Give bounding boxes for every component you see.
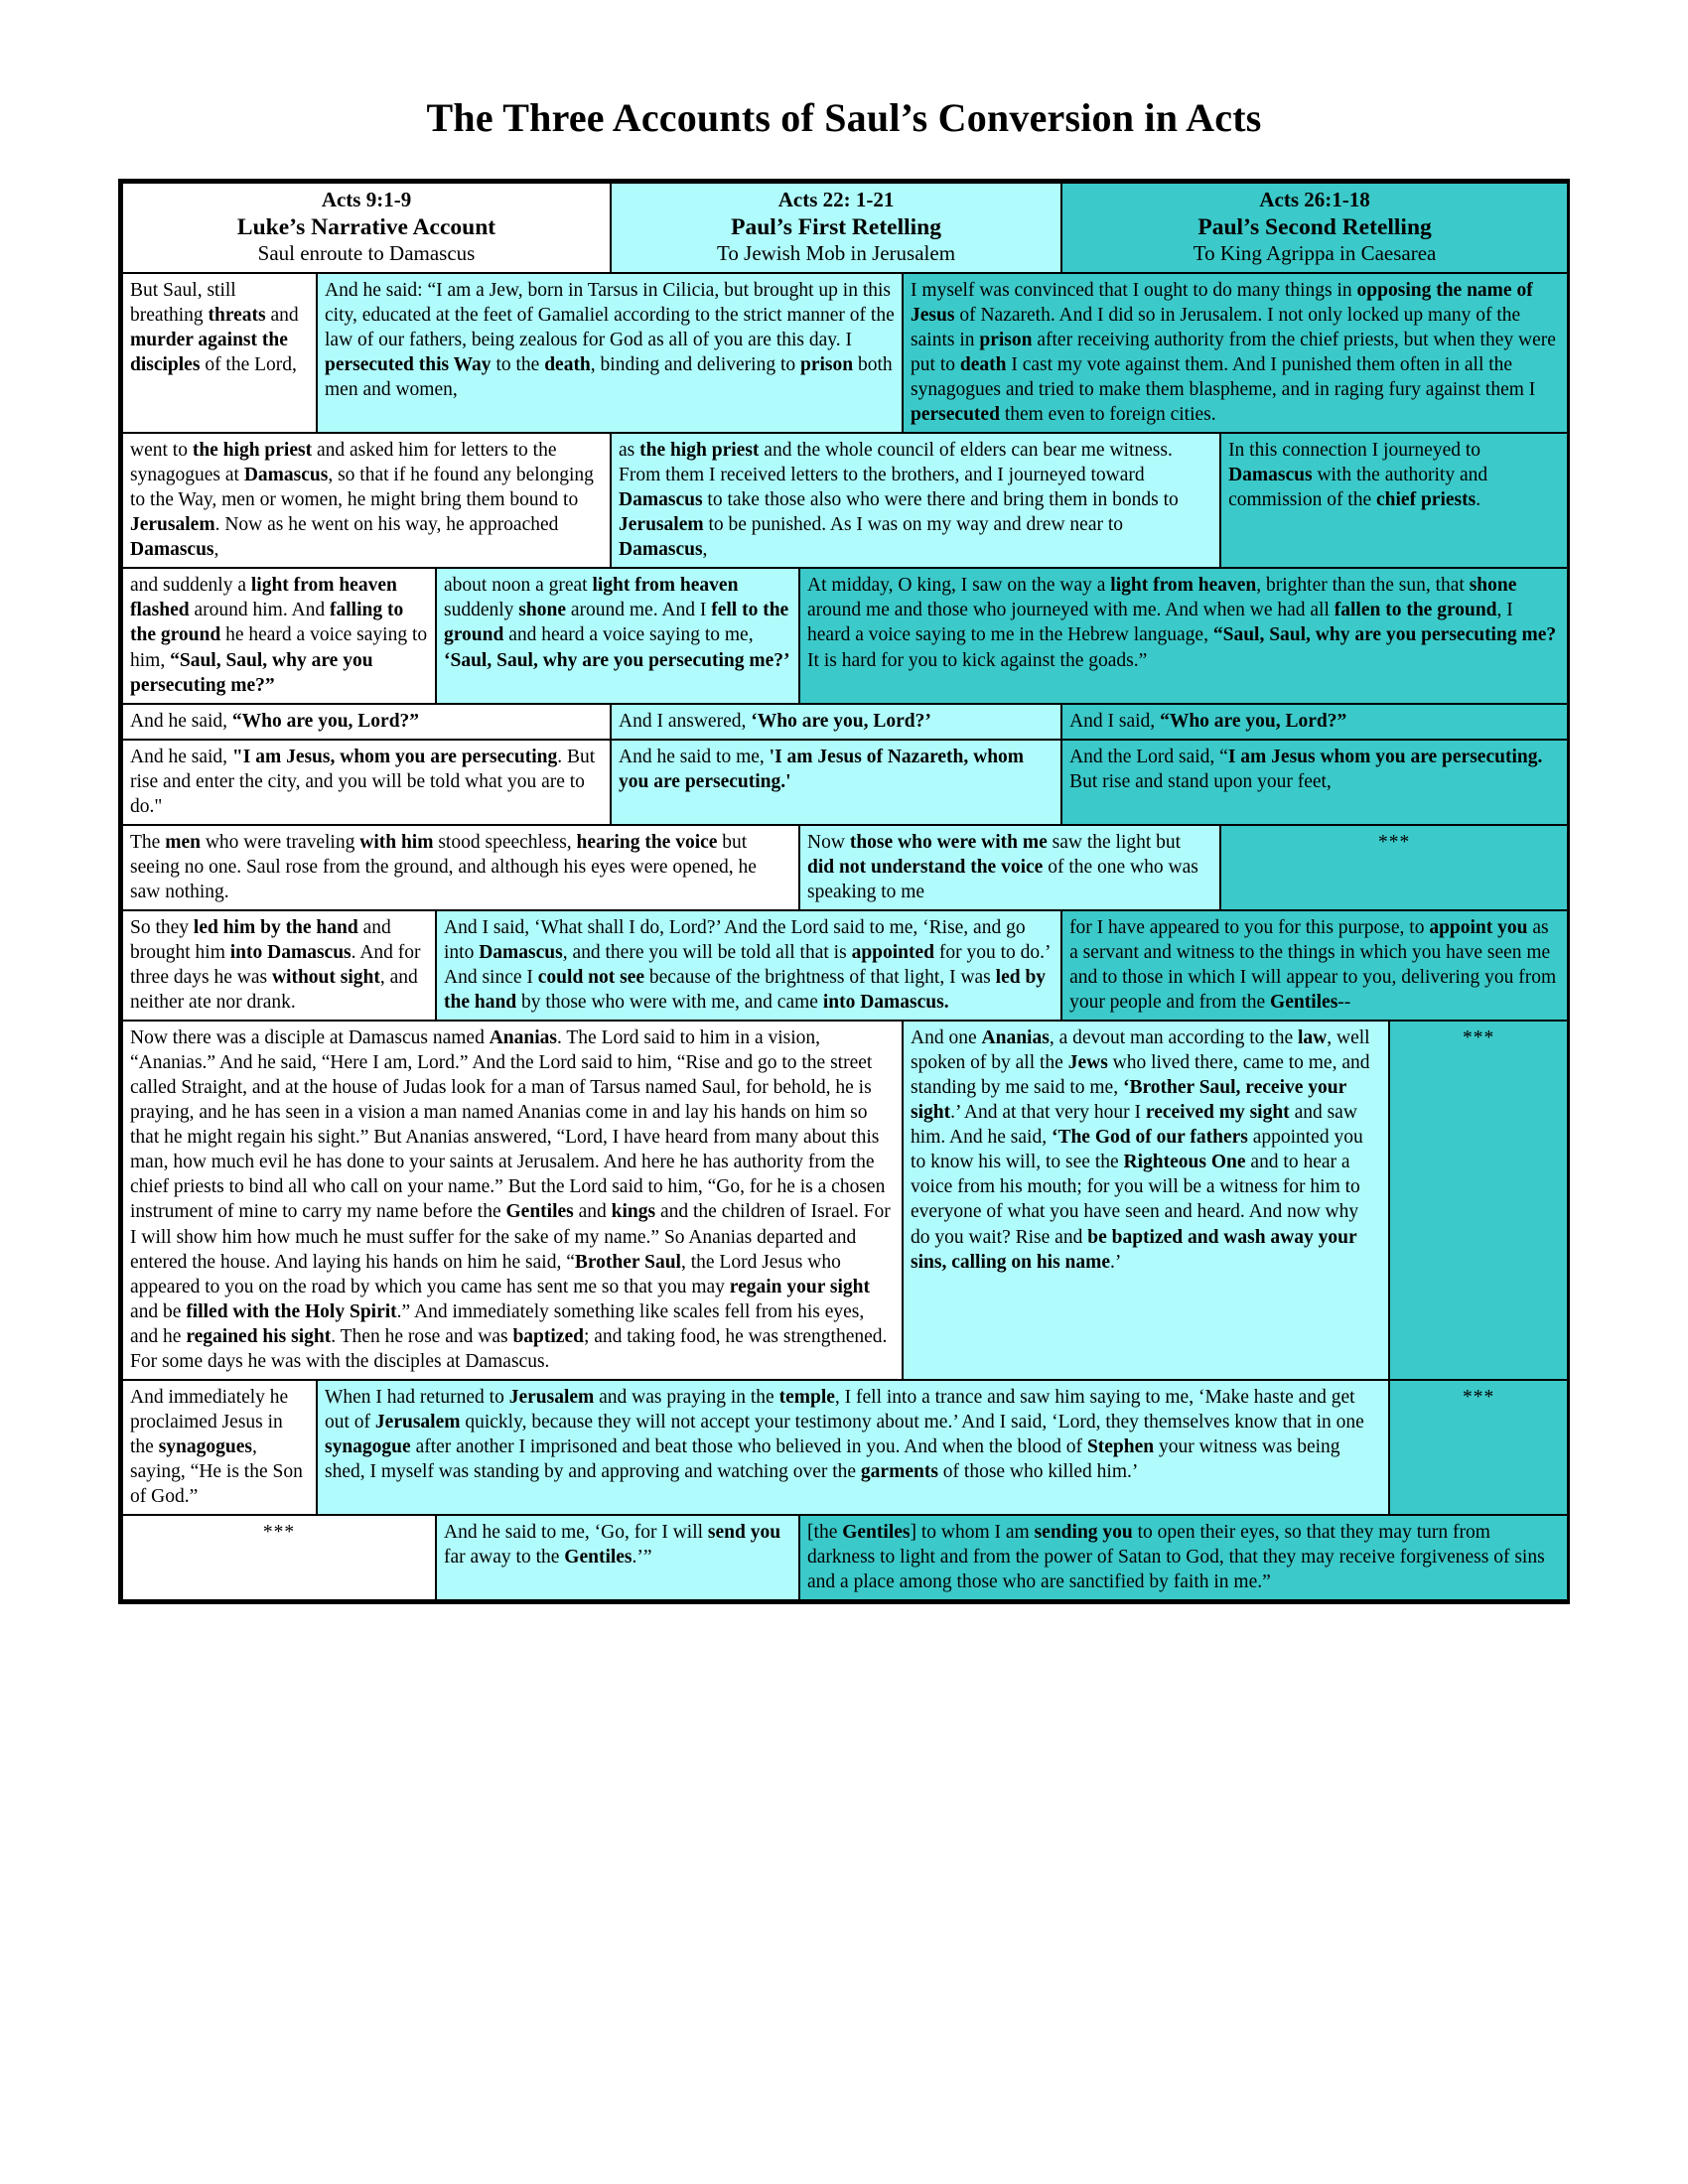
header-reference: Acts 9:1-9 bbox=[321, 188, 412, 211]
cell-acts26: And I said, “Who are you, Lord?” bbox=[1061, 704, 1568, 740]
table-row bbox=[122, 1515, 1568, 1600]
cell-acts22: And one Ananias, a devout man according to the law, well spoken of by all the Jews who lived there, came to me, and standing by me said to me, ‘Brother Saul, receive your sight.’ And at that very hour I received my sight and saw him. And he said, ‘The God of our fathers appointed you to know his will, to see the Righteous One and to hear a voice from his mouth; for you will be a witness for him to everyone of what you have seen and heard. And now why do you wait? Rise and be baptized and wash away your sins, calling on his name.’ bbox=[903, 1021, 1389, 1380]
cell-acts9: And immediately he proclaimed Jesus in the synagogues, saying, “He is the Son of God.” bbox=[122, 1380, 317, 1515]
header-reference: Acts 22: 1-21 bbox=[777, 188, 895, 211]
cell-acts9: and suddenly a light from heaven flashed around him. And falling to the ground he heard a voice saying to him, “Saul, Saul, why are you persecuting me?” bbox=[122, 568, 436, 703]
cell-acts9: But Saul, still breathing threats and murder against the disciples of the Lord, bbox=[122, 273, 317, 433]
cell-acts22: And he said: “I am a Jew, born in Tarsus in Cilicia, but brought up in this city, educated at the feet of Gamaliel according to the strict manner of the law of our fathers, being zealous for God as all of you are this day. I persecuted this Way to the death, binding and delivering to prison both men and women, bbox=[317, 273, 903, 433]
header-audience: Saul enroute to Damascus bbox=[257, 241, 476, 266]
header-narrator: Paul’s First Retelling bbox=[731, 213, 941, 240]
cell-acts26: At midday, O king, I saw on the way a light from heaven, brighter than the sun, that shone around me and those who journeyed with me. And when we had all fallen to the ground, I heard a voice saying to me in the Hebrew language, “Saul, Saul, why are you persecuting me? It is hard for you to kick against the goads.” bbox=[799, 568, 1568, 703]
cell-acts26: for I have appeared to you for this purpose, to appoint you as a servant and witness to the things in which you have seen me and to those in which I will appear to you, delivering you from your people and from the Gentiles-- bbox=[1061, 910, 1568, 1021]
cell-acts26: And the Lord said, “I am Jesus whom you are persecuting. But rise and stand upon your feet, bbox=[1061, 740, 1568, 825]
cell-acts26: I myself was convinced that I ought to do many things in opposing the name of Jesus of Nazareth. And I did so in Jerusalem. I not only locked up many of the saints in prison after receiving authority from the chief priests, but when they were put to death I cast my vote against them. And I punished them often in all the synagogues and tried to make them blaspheme, and in raging fury against them I persecuted them even to foreign cities. bbox=[903, 273, 1568, 433]
table-row bbox=[122, 825, 1568, 910]
cell-acts9: went to the high priest and asked him for letters to the synagogues at Damascus, so that if he found any belonging to the Way, men or women, he might bring them bound to Jerusalem. Now as he went on his way, he approached Damascus, bbox=[122, 433, 611, 568]
column-header-acts22 bbox=[611, 183, 1061, 273]
cell-acts9-ellipsis: *** bbox=[122, 1515, 436, 1600]
synopsis-table bbox=[121, 182, 1569, 1601]
cell-acts22: Now those who were with me saw the light but did not understand the voice of the one who was speaking to me bbox=[799, 825, 1220, 910]
table-row bbox=[122, 1380, 1568, 1515]
header-narrator: Paul’s Second Retelling bbox=[1197, 213, 1432, 240]
table-row bbox=[122, 910, 1568, 1021]
table-row bbox=[122, 1021, 1568, 1380]
cell-acts22: as the high priest and the whole council of elders can bear me witness. From them I received letters to the brothers, and I journeyed toward Damascus to take those also who were there and bring them in bonds to Jerusalem to be punished. As I was on my way and drew near to Damascus, bbox=[611, 433, 1220, 568]
cell-acts9: So they led him by the hand and brought him into Damascus. And for three days he was without sight, and neither ate nor drank. bbox=[122, 910, 436, 1021]
cell-acts9: And he said, “Who are you, Lord?” bbox=[122, 704, 611, 740]
table-row bbox=[122, 568, 1568, 703]
cell-acts22: And I said, ‘What shall I do, Lord?’ And the Lord said to me, ‘Rise, and go into Damascus, and there you will be told all that is appointed for you to do.’ And since I could not see because of the brightness of that light, I was led by the hand by those who were with me, and came into Damascus. bbox=[436, 910, 1061, 1021]
cell-acts26: In this connection I journeyed to Damascus with the authority and commission of the chief priests. bbox=[1220, 433, 1568, 568]
cell-acts22: When I had returned to Jerusalem and was praying in the temple, I fell into a trance and saw him saying to me, ‘Make haste and get out of Jerusalem quickly, because they will not accept your testimony about me.’ And I said, ‘Lord, they themselves know that in one synagogue after another I imprisoned and beat those who believed in you. And when the blood of Stephen your witness was being shed, I myself was standing by and approving and watching over the garments of those who killed him.’ bbox=[317, 1380, 1389, 1515]
cell-acts9: And he said, "I am Jesus, whom you are persecuting. But rise and enter the city, and you will be told what you are to do." bbox=[122, 740, 611, 825]
table-row bbox=[122, 740, 1568, 825]
synopsis-table-container bbox=[118, 179, 1570, 1604]
cell-acts9: The men who were traveling with him stood speechless, hearing the voice but seeing no one. Saul rose from the ground, and although his eyes were opened, he saw nothing. bbox=[122, 825, 799, 910]
page-title: The Three Accounts of Saul’s Conversion in Acts bbox=[426, 95, 1262, 140]
cell-acts26: [the Gentiles] to whom I am sending you to open their eyes, so that they may turn from darkness to light and from the power of Satan to God, that they may receive forgiveness of sins and a place among those who are sanctified by faith in me.” bbox=[799, 1515, 1568, 1600]
table-row bbox=[122, 273, 1568, 433]
table-row bbox=[122, 433, 1568, 568]
cell-acts22: And he said to me, ‘Go, for I will send you far away to the Gentiles.’” bbox=[436, 1515, 799, 1600]
cell-acts26-ellipsis: *** bbox=[1389, 1380, 1568, 1515]
column-header-acts9 bbox=[122, 183, 611, 273]
header-audience: To King Agrippa in Caesarea bbox=[1193, 241, 1437, 266]
header-audience: To Jewish Mob in Jerusalem bbox=[717, 241, 956, 266]
table-row bbox=[122, 704, 1568, 740]
cell-acts22: And I answered, ‘Who are you, Lord?’ bbox=[611, 704, 1061, 740]
cell-acts22: about noon a great light from heaven suddenly shone around me. And I fell to the ground and heard a voice saying to me, ‘Saul, Saul, why are you persecuting me?’ bbox=[436, 568, 799, 703]
header-narrator: Luke’s Narrative Account bbox=[236, 213, 496, 240]
cell-acts22: And he said to me, 'I am Jesus of Nazareth, whom you are persecuting.' bbox=[611, 740, 1061, 825]
cell-acts26-ellipsis: *** bbox=[1389, 1021, 1568, 1380]
cell-acts9: Now there was a disciple at Damascus named Ananias. The Lord said to him in a vision, “Ananias.” And he said, “Here I am, Lord.” And the Lord said to him, “Rise and go to the street called Straight, and at the house of Judas look for a man of Tarsus named Saul, for behold, he is praying, and he has seen in a vision a man named Ananias come in and lay his hands on him so that he might regain his sight.” But Ananias answered, “Lord, I have heard from many about this man, how much evil he has done to your saints at Jerusalem. And here he has authority from the chief priests to bind all who call on your name.” But the Lord said to him, “Go, for he is a chosen instrument of mine to carry my name before the Gentiles and kings and the children of Israel. For I will show him how much he must suffer for the sake of my name.” So Ananias departed and entered the house. And laying his hands on him he said, “Brother Saul, the Lord Jesus who appeared to you on the road by which you came has sent me so that you may regain your sight and be filled with the Holy Spirit.” And immediately something like scales fell from his eyes, and he regained his sight. Then he rose and was baptized; and taking food, he was strengthened. For some days he was with the disciples at Damascus. bbox=[122, 1021, 903, 1380]
cell-acts26-ellipsis: *** bbox=[1220, 825, 1568, 910]
column-header-acts26 bbox=[1061, 183, 1568, 273]
table-header-row bbox=[122, 183, 1568, 273]
header-reference: Acts 26:1-18 bbox=[1259, 188, 1370, 211]
